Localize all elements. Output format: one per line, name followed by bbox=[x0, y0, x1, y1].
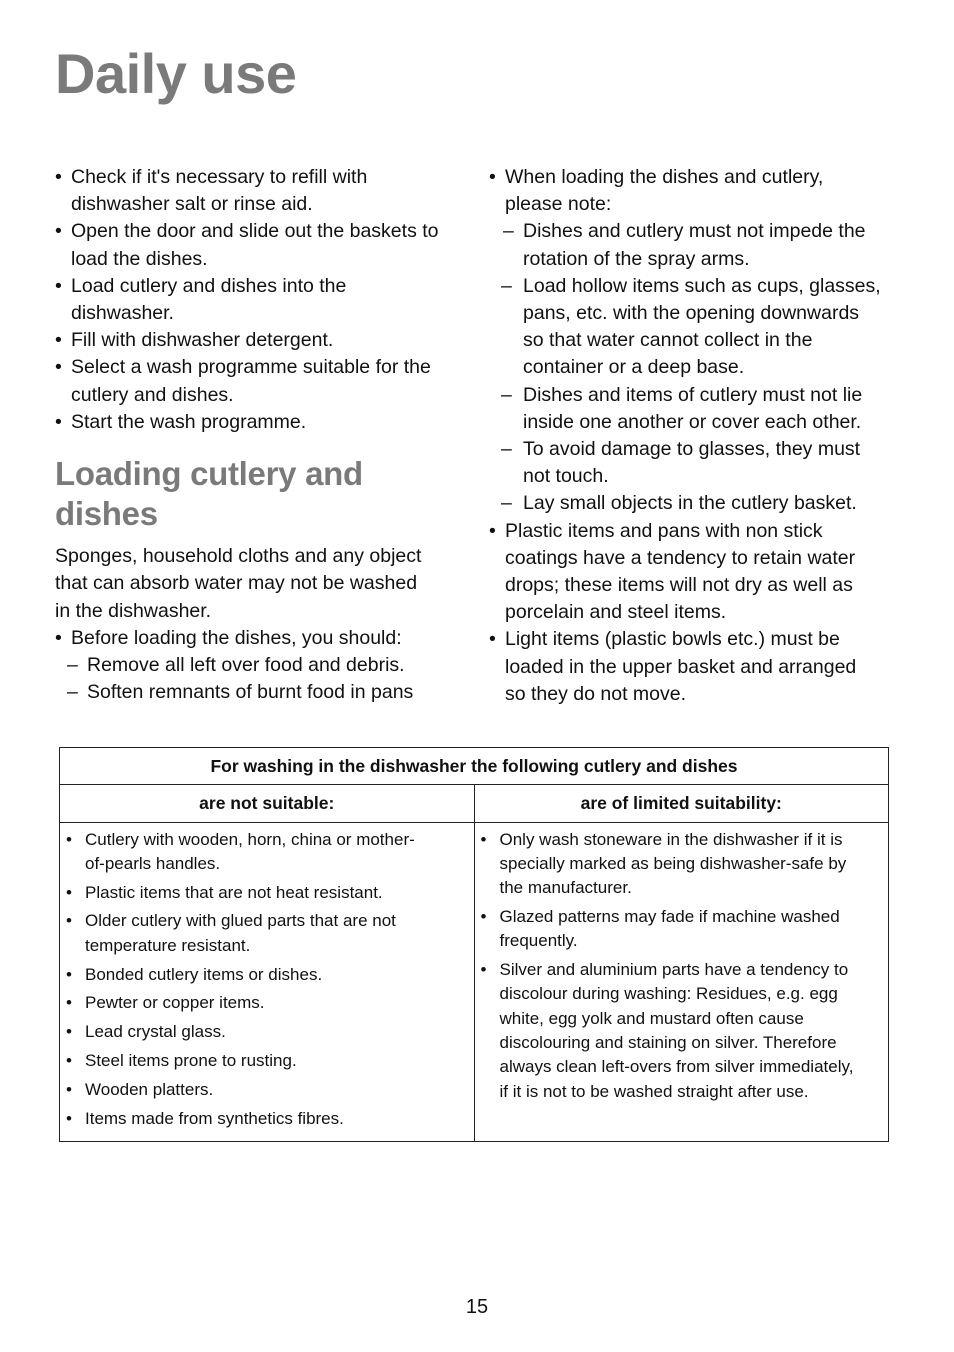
list-item bbox=[55, 164, 460, 218]
limited-suitability-cell bbox=[474, 822, 889, 1142]
list-item bbox=[66, 828, 468, 877]
list-item bbox=[66, 1049, 468, 1073]
list-item bbox=[489, 490, 909, 517]
line: Lead crystal glass. bbox=[85, 1022, 226, 1042]
line: always clean left-overs from silver immediately, bbox=[499, 1057, 854, 1077]
list-item: – Remove all left over food and debris. bbox=[55, 652, 460, 679]
line: inside one another or cover each other. bbox=[523, 410, 862, 433]
line: Start the wash programme. bbox=[71, 410, 307, 433]
list-item bbox=[66, 963, 468, 987]
line: discolour during washing: Residues, e.g. egg bbox=[499, 984, 838, 1004]
line: Load hollow items such as cups, glasses, bbox=[523, 274, 881, 297]
line: Silver and aluminium parts have a tendency to bbox=[499, 960, 849, 980]
line: When loading the dishes and cutlery, bbox=[505, 166, 824, 188]
line: not touch. bbox=[523, 465, 609, 488]
list-item bbox=[55, 354, 460, 408]
line: dishwasher salt or rinse aid. bbox=[71, 193, 313, 216]
line: of-pearls handles. bbox=[85, 853, 221, 873]
line: so that water cannot collect in the bbox=[523, 329, 813, 352]
right-column bbox=[489, 164, 909, 708]
line: Bonded cutlery items or dishes. bbox=[85, 964, 323, 984]
line: Dishes and cutlery must not impede the bbox=[523, 220, 866, 243]
table-row bbox=[60, 822, 889, 1142]
line: Cutlery with wooden, horn, china or mother- bbox=[85, 829, 415, 849]
list-item bbox=[489, 218, 909, 272]
list-item bbox=[489, 518, 909, 627]
list-item bbox=[66, 881, 468, 905]
line: Older cutlery with glued parts that are not bbox=[85, 911, 396, 931]
list-item bbox=[66, 991, 468, 1015]
line: Plastic items and pans with non stick bbox=[505, 519, 823, 542]
line: Light items (plastic bowls etc.) must be bbox=[505, 628, 840, 651]
table-row bbox=[60, 785, 889, 822]
list-item bbox=[489, 436, 909, 490]
column-header-limited: are of limited suitability: bbox=[474, 785, 889, 822]
limited-suitability-list bbox=[481, 828, 883, 1104]
line: Glazed patterns may fade if machine washed bbox=[499, 906, 840, 926]
line: specially marked as being dishwasher-safe by bbox=[499, 853, 847, 873]
line: discolouring and staining on silver. Therefore bbox=[499, 1032, 837, 1052]
loading-notes-list bbox=[489, 164, 909, 708]
line: cutlery and dishes. bbox=[71, 383, 234, 406]
line: in the dishwasher. bbox=[55, 599, 212, 622]
page-title: Daily use bbox=[55, 42, 297, 105]
line: Wooden platters. bbox=[85, 1079, 214, 1099]
list-item bbox=[66, 1020, 468, 1044]
list-item bbox=[481, 828, 883, 901]
line: Select a wash programme suitable for the bbox=[71, 356, 431, 379]
list-item bbox=[66, 909, 468, 958]
line: Check if it's necessary to refill with bbox=[71, 166, 368, 188]
line: Steel items prone to rusting. bbox=[85, 1050, 297, 1070]
list-item bbox=[55, 273, 460, 327]
list-item bbox=[489, 273, 909, 382]
line: porcelain and steel items. bbox=[505, 601, 727, 624]
line: Load cutlery and dishes into the bbox=[71, 274, 347, 297]
left-column bbox=[55, 164, 460, 706]
not-suitable-cell bbox=[60, 822, 475, 1142]
list-item bbox=[55, 409, 460, 436]
list-item bbox=[481, 958, 883, 1104]
list-item bbox=[55, 218, 460, 272]
list-item: – Soften remnants of burnt food in pans bbox=[55, 679, 460, 706]
line: To avoid damage to glasses, they must bbox=[523, 438, 861, 461]
line: pans, etc. with the opening downwards bbox=[523, 302, 860, 325]
line: frequently. bbox=[499, 931, 578, 951]
line: the manufacturer. bbox=[499, 878, 632, 898]
line: coatings have a tendency to retain water bbox=[505, 546, 856, 569]
line: temperature resistant. bbox=[85, 935, 251, 955]
list-item bbox=[489, 164, 909, 218]
table-row bbox=[60, 748, 889, 785]
page-number: 15 bbox=[465, 1296, 489, 1318]
line: Pewter or copper items. bbox=[85, 993, 265, 1013]
line: Dishes and items of cutlery must not lie bbox=[523, 383, 863, 406]
line: Sponges, household cloths and any object bbox=[55, 545, 422, 568]
line: Open the door and slide out the baskets to bbox=[71, 220, 439, 243]
list-item bbox=[66, 1107, 468, 1131]
line: drops; these items will not dry as well as bbox=[505, 574, 853, 597]
line: loaded in the upper basket and arranged bbox=[505, 655, 857, 678]
line: that can absorb water may not be washed bbox=[55, 572, 418, 595]
list-item: • Before loading the dishes, you should: bbox=[55, 625, 460, 652]
line: load the dishes. bbox=[71, 247, 208, 270]
section-heading: Loading cutlery and dishes bbox=[55, 455, 363, 532]
line: Lay small objects in the cutlery basket. bbox=[523, 492, 857, 515]
line: container or a deep base. bbox=[523, 356, 745, 379]
line: please note: bbox=[505, 193, 612, 216]
line: so they do not move. bbox=[505, 682, 687, 705]
list-item bbox=[55, 327, 460, 354]
line: white, egg yolk and mustard often cause bbox=[499, 1008, 804, 1028]
line: Fill with dishwasher detergent. bbox=[71, 329, 334, 352]
column-header-not-suitable: are not suitable: bbox=[60, 785, 475, 822]
list-item bbox=[66, 1078, 468, 1102]
intro-paragraph bbox=[55, 543, 460, 625]
line: Items made from synthetics fibres. bbox=[85, 1108, 344, 1128]
table-header: For washing in the dishwasher the following cutlery and dishes bbox=[60, 748, 889, 785]
suitability-table bbox=[59, 747, 889, 1142]
line: Plastic items that are not heat resistant. bbox=[85, 882, 383, 902]
list-item bbox=[489, 626, 909, 708]
line: dishwasher. bbox=[71, 302, 174, 325]
daily-steps-list bbox=[55, 164, 460, 436]
line: rotation of the spray arms. bbox=[523, 247, 750, 270]
before-loading-list bbox=[55, 625, 460, 707]
line: if it is not to be washed straight after use. bbox=[499, 1081, 809, 1101]
line: Only wash stoneware in the dishwasher if it is bbox=[499, 829, 843, 849]
not-suitable-list bbox=[66, 828, 468, 1131]
list-item bbox=[489, 382, 909, 436]
list-item bbox=[481, 905, 883, 954]
